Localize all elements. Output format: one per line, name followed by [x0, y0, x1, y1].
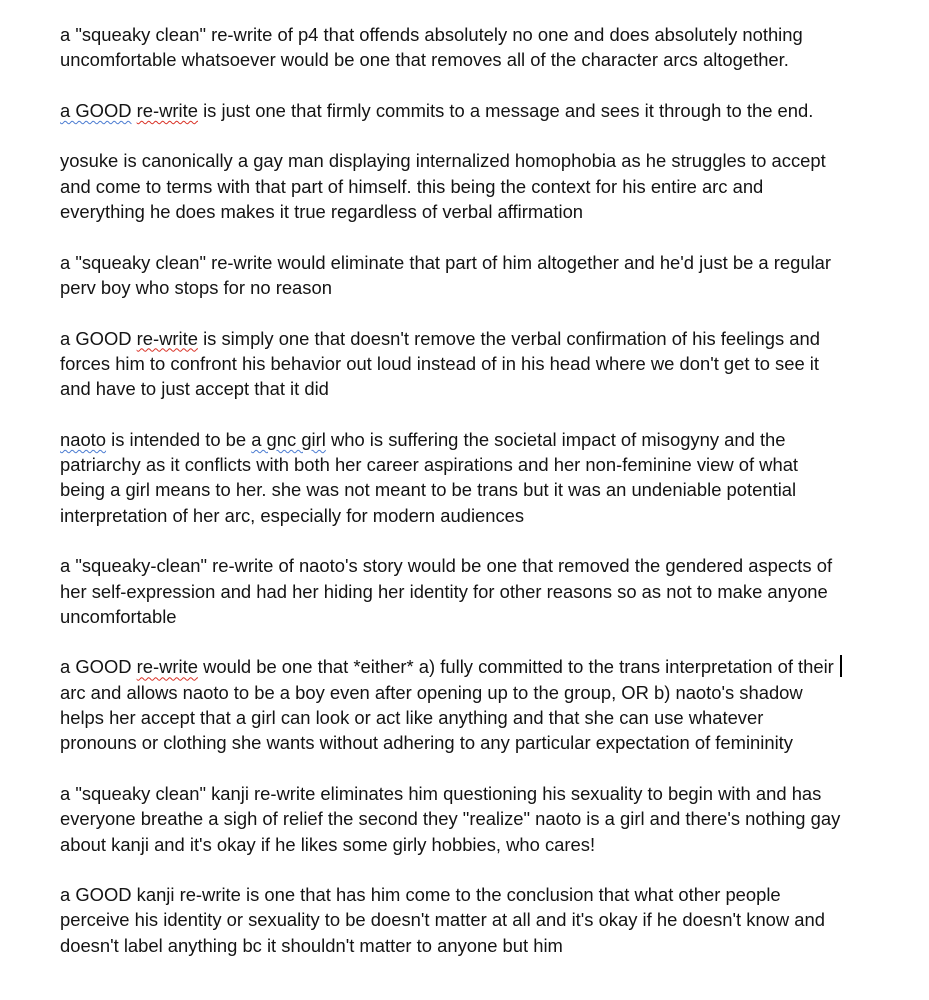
text-line: patriarchy as it conflicts with both her career aspirations and her non-feminine view of what	[60, 454, 799, 476]
paragraph-2	[60, 98, 900, 123]
paragraph-9	[60, 781, 900, 857]
text-line: about kanji and it's okay if he likes some girly hobbies, who cares!	[60, 833, 596, 855]
grammar-suggestion-underline[interactable]: a gnc girl	[251, 428, 326, 450]
paragraph-7	[60, 553, 900, 629]
document-body[interactable]	[60, 22, 900, 983]
text-line: is simply one that doesn't remove the verbal confirmation of his feelings and	[197, 327, 820, 349]
text-cursor	[840, 655, 842, 677]
spelling-error-underline[interactable]: re-write	[136, 99, 198, 121]
text-line: a GOOD	[60, 327, 137, 349]
text-line: perv boy who stops for no reason	[60, 276, 332, 298]
text-line: a GOOD kanji re-write is one that has him come to the conclusion that what other people	[60, 884, 781, 906]
text-line: pronouns or clothing she wants without adhering to any particular expectation of femininity	[60, 732, 793, 754]
paragraph-4	[60, 250, 900, 301]
paragraph-8	[60, 654, 900, 755]
text-line: a "squeaky clean" re-write would eliminate that part of him altogether and he'd just be a regular	[60, 251, 832, 273]
text-line: who is suffering the societal impact of misogyny and the	[325, 428, 786, 450]
grammar-suggestion-underline[interactable]: naoto	[60, 428, 107, 450]
text-line: and have to just accept that it did	[60, 378, 329, 400]
paragraph-10	[60, 882, 900, 958]
paragraph-3	[60, 148, 900, 224]
text-line: everything he does makes it true regardless of verbal affirmation	[60, 201, 584, 223]
text-line: a GOOD	[60, 656, 137, 678]
text-line: perceive his identity or sexuality to be doesn't matter at all and it's okay if he doesn't know and	[60, 909, 825, 931]
text-line: being a girl means to her. she was not meant to be trans but it was an undeniable potential	[60, 479, 797, 501]
paragraph-6	[60, 427, 900, 528]
text-line: forces him to confront his behavior out loud instead of in his head where we don't get to see it	[60, 352, 820, 374]
text-line: yosuke is canonically a gay man displaying internalized homophobia as he struggles to accept	[60, 150, 826, 172]
text-line: a "squeaky clean" kanji re-write eliminates him questioning his sexuality to begin with and has	[60, 782, 822, 804]
text-line: her self-expression and had her hiding her identity for other reasons so as not to make anyone	[60, 580, 828, 602]
text-line: would be one that *either* a) fully committed to the trans interpretation of their	[197, 656, 834, 678]
text-line: is intended to be	[106, 428, 252, 450]
text-line: interpretation of her arc, especially for modern audiences	[60, 504, 525, 526]
text-line: a "squeaky clean" re-write of p4 that offends absolutely no one and does absolutely nothing	[60, 24, 803, 45]
text-line: a "squeaky-clean" re-write of naoto's story would be one that removed the gendered aspects of	[60, 555, 833, 577]
text-line: arc and allows naoto to be a boy even after opening up to the group, OR b) naoto's shadow	[60, 681, 803, 703]
text-line: everyone breathe a sigh of relief the second they "realize" naoto is a girl and there's nothing gay	[60, 808, 841, 830]
paragraph-1	[60, 22, 900, 73]
text-line: helps her accept that a girl can look or act like anything and that she can use whatever	[60, 707, 764, 729]
spelling-error-underline[interactable]: re-write	[136, 327, 198, 349]
text-line: and come to terms with that part of himself. this being the context for his entire arc and	[60, 175, 764, 197]
paragraph-5	[60, 326, 900, 402]
text-line: uncomfortable	[60, 605, 177, 627]
spelling-error-underline[interactable]: re-write	[136, 656, 198, 678]
text-line: doesn't label anything bc it shouldn't matter to anyone but him	[60, 934, 563, 956]
grammar-suggestion-underline[interactable]: a GOOD	[60, 99, 132, 121]
text-line: uncomfortable whatsoever would be one that removes all of the character arcs altogether.	[60, 49, 789, 71]
text-line: is just one that firmly commits to a message and sees it through to the end.	[197, 99, 814, 121]
